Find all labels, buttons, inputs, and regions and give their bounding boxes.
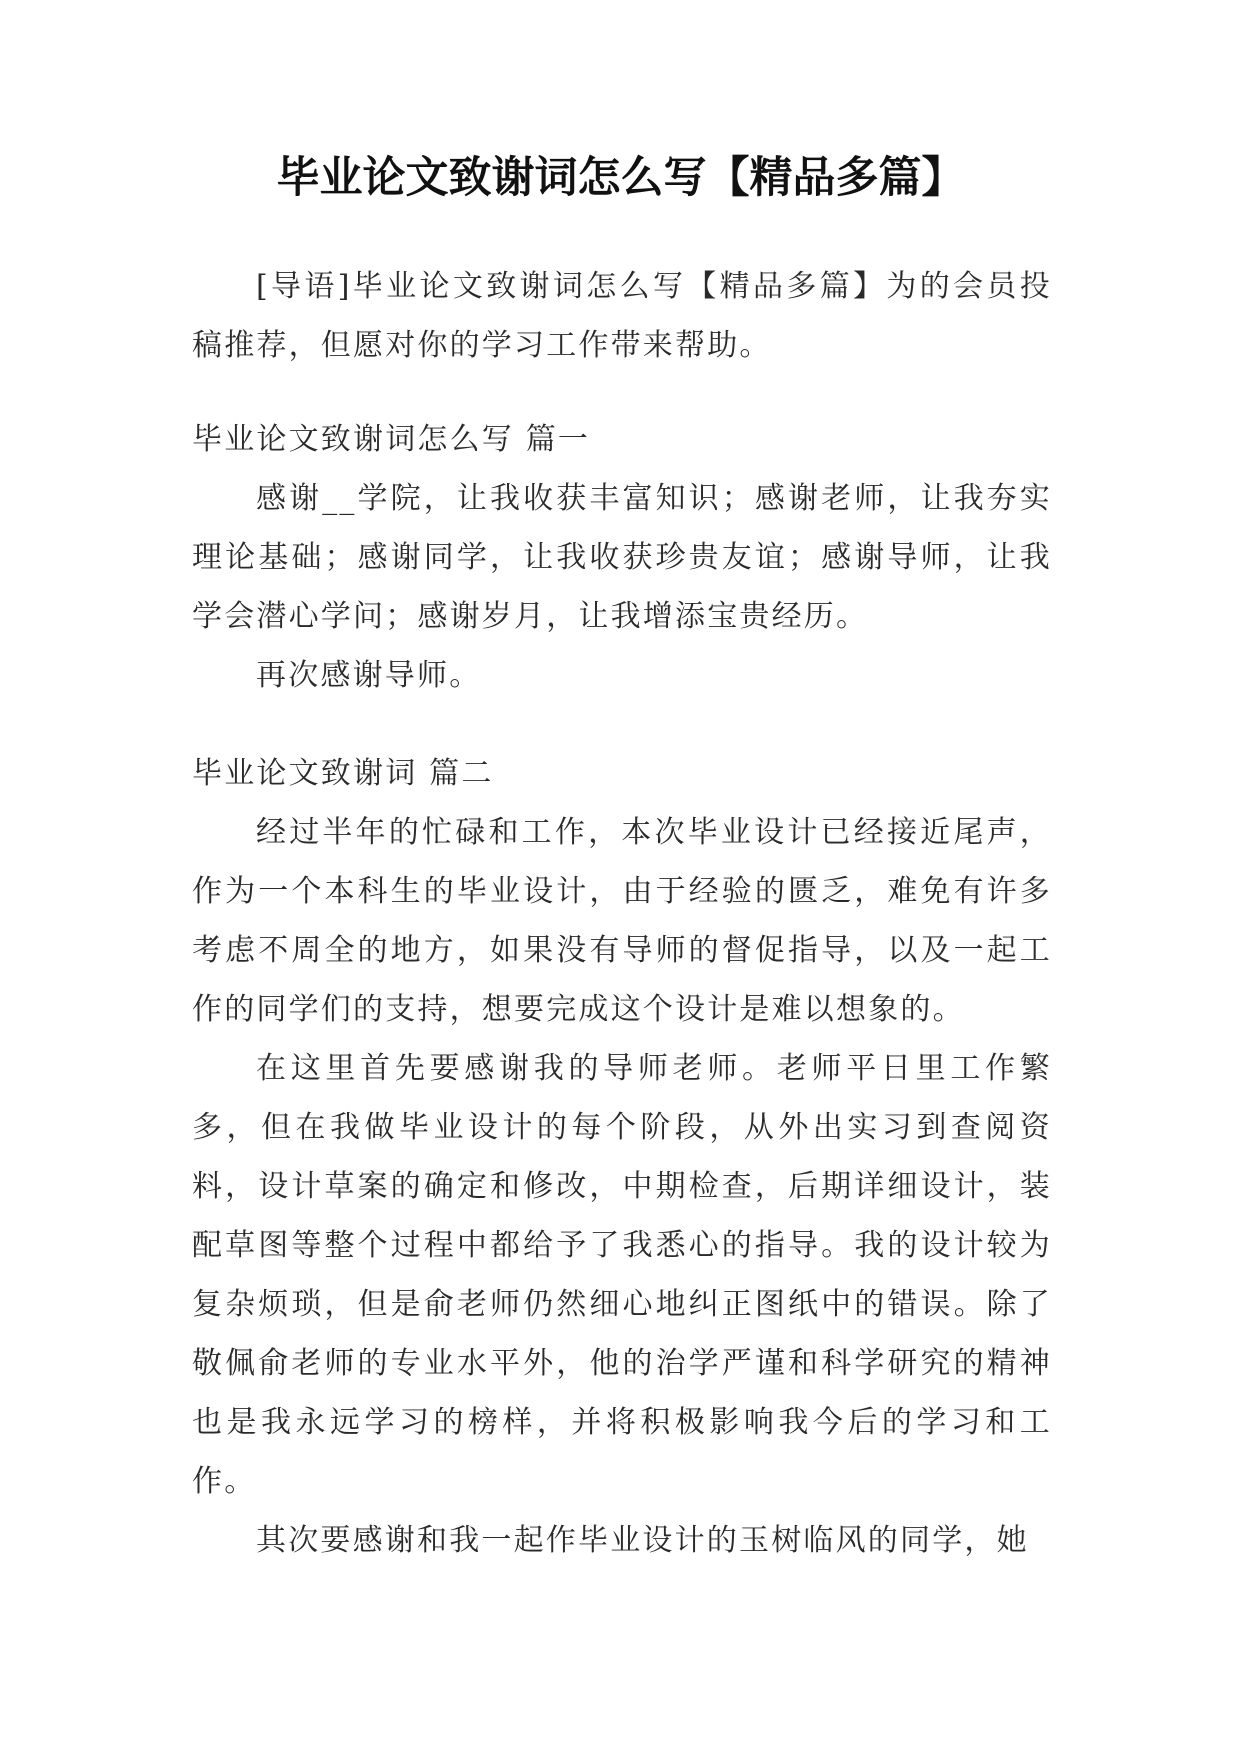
body-paragraph: 其次要感谢和我一起作毕业设计的玉树临风的同学，她 (256, 1523, 1029, 1558)
body-paragraph: 再次感谢导师。 (256, 658, 482, 693)
section-two (192, 744, 1052, 1570)
document-title: 毕业论文致谢词怎么写【精品多篇】 (276, 153, 965, 203)
body-paragraph: 在这里首先要感谢我的导师老师。老师平日里工作繁多，但在我做毕业设计的每个阶段，从外出实习到查阅资料，设计草案的确定和修改，中期检查，后期详细设计，装配草图等整个过程中都给予了我悉心的指导。我的设计较为复杂烦琐，但是俞老师仍然细心地纠正图纸中的错误。除了敬佩俞老师的专业水平外，他的治学严谨和科学研究的精神也是我永远学习的榜样，并将积极影响我今后的学习和工作。 (192, 1051, 1052, 1499)
section-heading: 毕业论文致谢词怎么写 篇一 (192, 422, 591, 457)
section-heading: 毕业论文致谢词 篇二 (192, 756, 494, 791)
intro-block (192, 257, 1052, 375)
body-paragraph: 经过半年的忙碌和工作，本次毕业设计已经接近尾声，作为一个本科生的毕业设计，由于经验的匮乏，难免有许多考虑不周全的地方，如果没有导师的督促指导，以及一起工作的同学们的支持，想要完成这个设计是难以想象的。 (192, 815, 1052, 1027)
section-one (192, 410, 1052, 705)
intro-paragraph: [导语]毕业论文致谢词怎么写【精品多篇】为的会员投稿推荐，但愿对你的学习工作带来帮助。 (192, 269, 1052, 363)
body-paragraph: 感谢__学院，让我收获丰富知识；感谢老师，让我夯实理论基础；感谢同学，让我收获珍贵友谊；感谢导师，让我学会潜心学问；感谢岁月，让我增添宝贵经历。 (192, 481, 1052, 634)
